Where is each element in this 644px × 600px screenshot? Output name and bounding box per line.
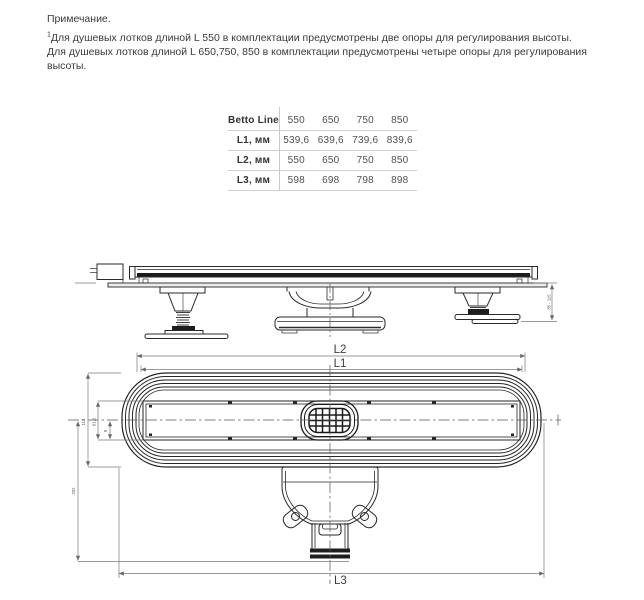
table-row-l1-label: L1, мм — [228, 131, 279, 151]
dimension-label-slot: 61,6 — [91, 417, 97, 427]
table-header-650: 650 — [314, 111, 349, 131]
table-header-850: 850 — [383, 111, 418, 131]
table-cell: 698 — [314, 171, 349, 191]
table-cell: 750 — [348, 151, 383, 171]
table-row-l3-label: L3, мм — [228, 171, 279, 191]
plan-view-drawing — [65, 338, 580, 588]
dimension-label-depth: 202 — [71, 487, 76, 495]
table-cell: 539,6 — [279, 131, 314, 151]
dimension-label-l1: L1 — [333, 358, 347, 370]
note-title: Примечание. — [47, 13, 111, 25]
table-cell: 550 — [279, 151, 314, 171]
height-dimension-label: 85 - 115 — [546, 294, 552, 310]
side-view-drawing — [65, 243, 565, 343]
footnote-mark: 1 — [47, 31, 51, 39]
table-cell: 850 — [383, 151, 418, 171]
table-cell: 739,6 — [348, 131, 383, 151]
table-cell: 650 — [314, 151, 349, 171]
table-cell: 639,6 — [314, 131, 349, 151]
dimension-label-width: 112 — [81, 418, 86, 426]
drain-grate — [301, 401, 358, 440]
note-block — [47, 12, 617, 73]
channel-body-side — [90, 264, 547, 287]
table-header-750: 750 — [348, 111, 383, 131]
dimension-label-l2: L2 — [333, 344, 347, 356]
table-cell: 898 — [383, 171, 418, 191]
dimension-label-l3: L3 — [334, 575, 347, 587]
table-cell: 839,6 — [383, 131, 418, 151]
left-support-foot — [145, 287, 228, 339]
note-line-2: Для душевых лотков длиной L 650,750, 850 в комплектации предусмотрены четыре опоры для регулирования высоты. — [47, 46, 587, 72]
table-cell: 798 — [348, 171, 383, 191]
table-cell: 598 — [279, 171, 314, 191]
table-header-550: 550 — [279, 111, 314, 131]
right-support-foot — [455, 287, 520, 324]
note-line-1: $^1$Для душевых лотков длиной L 550 в комплектации предусмотрены две опоры для регулирования высоты. — [47, 31, 572, 44]
table-row-l2-label: L2, мм — [228, 151, 279, 171]
height-dimension — [75, 283, 557, 322]
dimensions-table — [228, 111, 417, 191]
table-header-product: Betto Line — [228, 111, 279, 131]
dimension-label-offset: 9 — [103, 429, 108, 433]
